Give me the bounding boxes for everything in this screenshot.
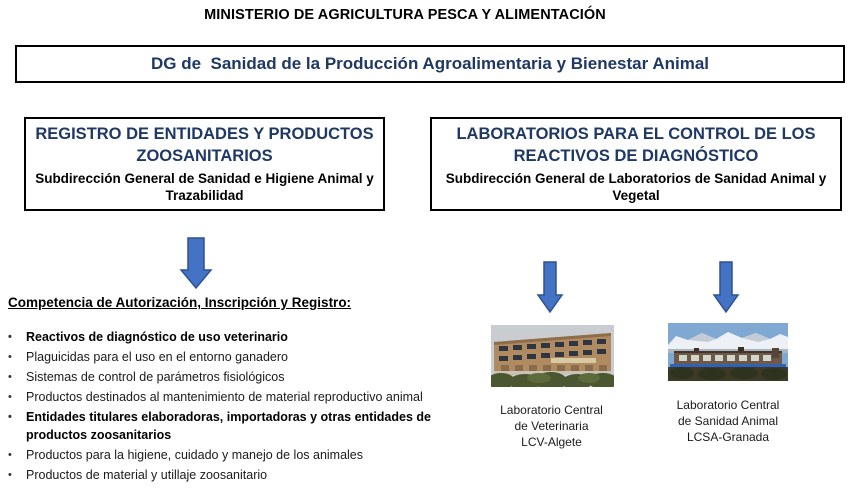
bullet-dot-icon: • [8,391,12,403]
caption-line: LCSA-Granada [686,430,770,444]
bullet-dot-icon: • [8,351,12,363]
lcsa-granada-caption [661,397,795,445]
registro-entidades-box [24,117,385,211]
lcv-down-arrow-icon [536,261,564,314]
caption-line: Laboratorio Central [676,398,780,412]
bullet-dot-icon: • [8,469,12,481]
dg-banner-label: DG de Sanidad de la Producción Agroalimentaria y Bienestar Animal [151,54,709,73]
caption-line: LCV-Algete [521,435,582,449]
dg-banner-box [15,45,845,83]
caption-line: Laboratorio Central [500,403,603,417]
caption-line: de Sanidad Animal [677,414,779,428]
lcsa-granada-building-photo [668,323,788,381]
left-down-arrow-icon [178,237,214,290]
bullet-dot-icon: • [8,449,12,461]
lcv-algete-building-photo [491,325,614,387]
bullet-item [8,388,453,406]
bullet-text: Productos destinados al mantenimiento de material reproductivo animal [26,390,423,404]
bullet-text: Plaguicidas para el uso en el entorno ganadero [26,350,288,364]
bullet-item [8,368,453,386]
laboratorios-box [430,117,842,211]
ministry-title: MINISTERIO DE AGRICULTURA PESCA Y ALIMENTACIÓN [204,7,606,23]
laboratorios-box-title: LABORATORIOS PARA EL CONTROL DE LOS REACTIVOS DE DIAGNÓSTICO [456,124,816,165]
bullet-dot-icon: • [8,411,12,423]
bullet-item [8,446,453,464]
registro-box-subtitle: Subdirección General de Sanidad e Higiene Animal y Trazabilidad [35,170,374,203]
bullet-item [8,466,453,484]
caption-line: de Veterinaria [514,419,589,433]
competencia-heading: Competencia de Autorización, Inscripción y Registro: [8,295,352,310]
competencia-bullet-list [8,328,453,486]
bullet-text: Productos de material y utillaje zoosanitario [26,468,268,482]
bullet-text: Entidades titulares elaboradoras, importadoras y otras entidades de productos zoosanitarios [26,410,431,442]
bullet-dot-icon: • [8,371,12,383]
bullet-item [8,328,453,346]
bullet-text: Reactivos de diagnóstico de uso veterinario [26,330,288,344]
laboratorios-box-subtitle: Subdirección General de Laboratorios de Sanidad Animal y Vegetal [445,170,827,203]
bullet-item [8,408,453,444]
registro-box-title: REGISTRO DE ENTIDADES Y PRODUCTOS ZOOSANITARIOS [35,124,374,165]
bullet-text: Productos para la higiene, cuidado y manejo de los animales [26,448,364,462]
bullet-item [8,348,453,366]
lcv-algete-caption [488,402,615,450]
lcsa-down-arrow-icon [712,261,740,314]
bullet-dot-icon: • [8,331,12,343]
bullet-text: Sistemas de control de parámetros fisiológicos [26,370,285,384]
